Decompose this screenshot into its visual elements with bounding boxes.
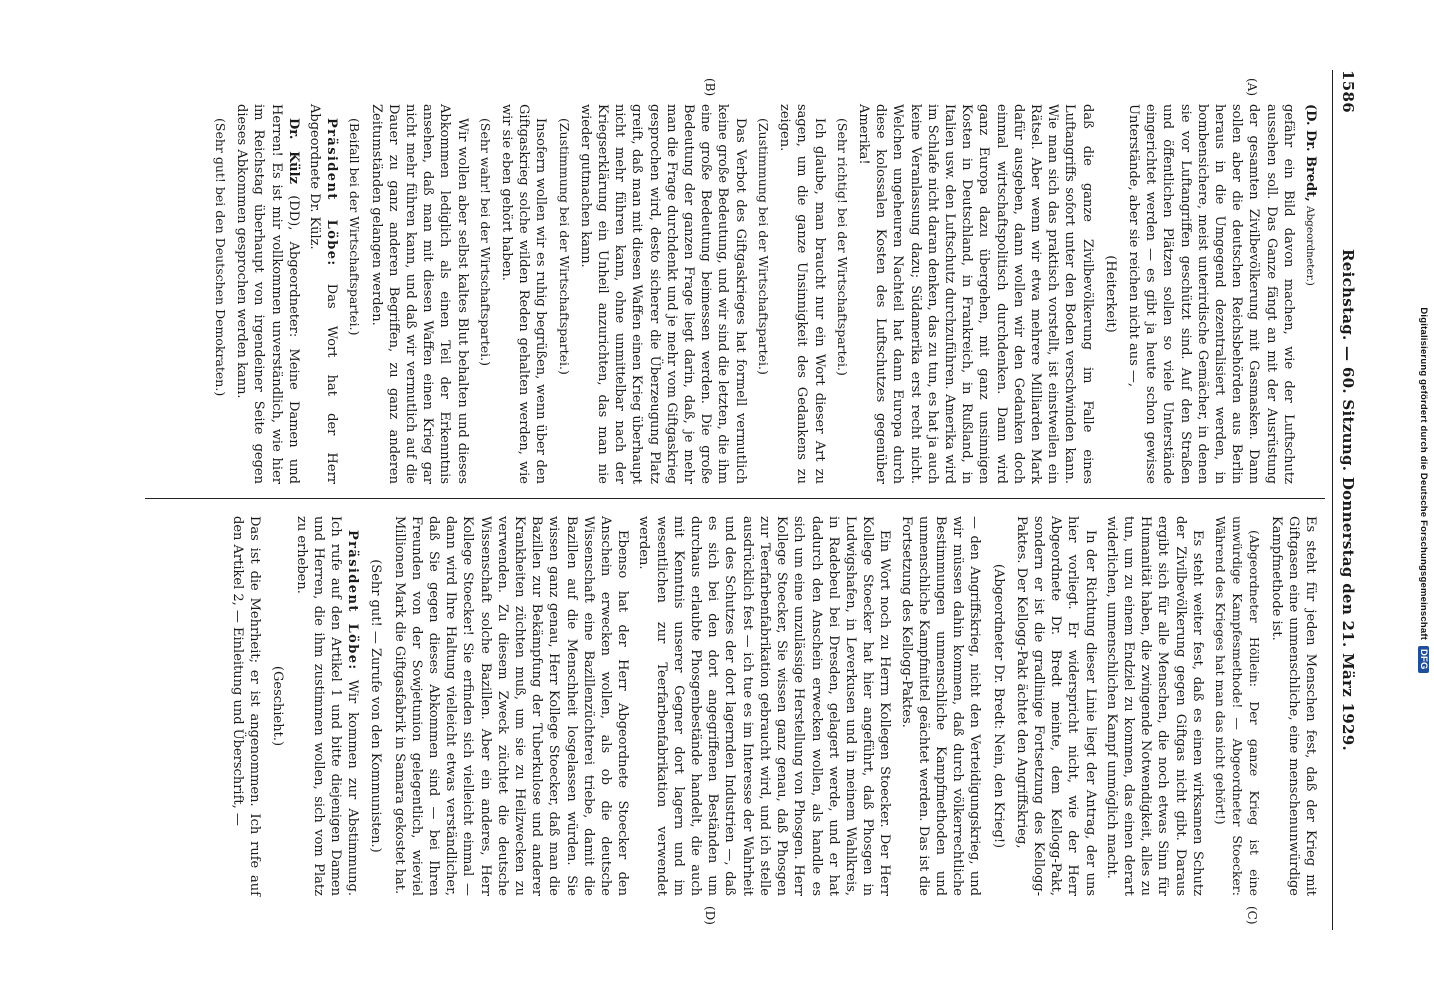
- margin-letter-a: (A): [1245, 78, 1259, 97]
- speech-text: Das Wort hat der Herr Abgeordnete Dr. Külz.: [307, 104, 340, 485]
- scanned-page: [57, 30, 1429, 970]
- speaker-role: Abgeordneter.): [1304, 205, 1316, 286]
- speaker-name: (D. Dr. Bredt,: [1303, 104, 1318, 202]
- digitization-stamp-text: Digitalisierung gefördert durch die Deutsche Forschungsgemeinschaft: [1418, 307, 1429, 641]
- interjection: (Geschieht.): [270, 665, 286, 747]
- page-header: [1333, 70, 1357, 930]
- interjection: (Zustimmung bei der Wirtschaftspartei.): [556, 118, 572, 375]
- paragraph: gefähr ein Bild davon machen, wie der Luftschutz aussehen soll. Das Ganze fängt an mit der Ausrüstung der gesamten Zivilbevölkerung mit Gasmasken. Dann sollen aber die deutschen Reichsbehörden aus Berlin heraus in die Umgegend dezentralisiert werden, in bombensichere, meist unterirdische Gemächer, in denen sie vor Luftangriffen geschützt sind. Auf den Straßen und öffentlichen Plätzen sollen so viele Unterstände eingerichtet werden — es gibt ja heute schon gewisse Unterstände, aber sie reichen nicht aus —,: [1125, 104, 1296, 484]
- paragraph: Ich glaube, man braucht nur ein Wort dieser Art zu sagen, um die ganze Unsinnigkeit des Gedankens zu zeigen.: [777, 104, 827, 484]
- paragraph: Es steht weiter fest, daß es einen wirksamen Schutz der Zivilbevölkerung gegen Giftgas nicht gibt. Daraus ergibt sich für alle Menschen, die noch etwas Sinn für Humanität haben, die zwingende Notwendigkeit, alles zu tun, um zu einem Endziel zu kommen, das einen derart widerlichen, unmenschlichen Kampf unmöglich macht.: [1103, 516, 1205, 896]
- margin-letter-c: (C): [1245, 906, 1259, 925]
- page-content: [57, 30, 1429, 970]
- speech-text: Wir kommen zur Abstimmung. Ich rufe auf den Artikel 1 und bitte diejenigen Damen und Herren, die ihm zustimmen wollen, sich vom Platz zu erheben.: [293, 516, 361, 896]
- paragraph: Das Verbot des Giftgaskrieges hat formell vermutlich keine große Bedeutung, und wir sind die letzten, die ihm eine große Bedeutung beimessen werden. Die große Bedeutung der ganzen Frage liegt darin, daß, je mehr man die Frage durchdenkt und je mehr vom Giftgaskrieg gesprochen wird, desto sicherer die Überzeugung Platz greift, daß man mit diesen Waffen einen Krieg überhaupt nicht mehr führen kann, ohne unmittelbar nach der Kriegserklärung ein Unheil anzurichten, das man nie wieder gutmachen kann.: [577, 104, 748, 484]
- interjection: (Heiterkeit): [1102, 255, 1118, 333]
- paragraph: daß die ganze Zivilbevölkerung im Falle eines Luftangriffs sofort unter den Boden verschwinden kann. Wie man sich das praktisch vorstellt, ist einstweilen ein Rätsel. Aber wenn wir etwa mehrere Milliarden Mark dafür ausgeben, dann wollen wir den Gedanken doch einmal wirtschaftspolitisch durchdenken. Dann wird ganz Europa dazu übergehen, mit ganz unsinnigen Kosten in Deutschland, in Frankreich, in Rußland, in Italien usw. den Luftschutz durchzuführen. Amerika wird im Schlafe nicht daran denken, das zu tun, es hat ja auch keine Veranlassung dazu; Südamerika erst recht nicht. Welchen ungeheuren Nachteil hat dann Europa durch diese kolossalen Kosten des Luftschutzes gegenüber Amerika!: [855, 104, 1095, 484]
- paragraph: Insofern wollen wir es ruhig begrüßen, wenn über den Giftgaskrieg solche wilden Reden gehalten werden, wie wir sie eben gehört haben.: [499, 104, 549, 484]
- interjection: (Sehr gut! bei den Deutschen Demokraten.): [213, 118, 229, 397]
- right-column: [225, 516, 1319, 896]
- speech-text: (DD), Abgeordneter: Meine Damen und Herren! Es ist mir vollkommen unverständlich, wie hier im Reichstag überhaupt von irgendeiner Seite gegen dieses Abkommen gesprochen werden kann.: [234, 104, 301, 484]
- left-column: [206, 104, 1319, 484]
- paragraph: Wir wollen aber selbst kaltes Blut behalten und dieses Abkommen lediglich als einen Teil der Erkenntnis ansehen, daß man mit diesen Waffen einen Krieg gar nicht mehr führen kann, und daß wir vermutlich auf die Dauer zu ganz anderen Begriffen, zu ganz anderen Zeitumständen gelangen werden.: [368, 104, 470, 484]
- margin-letter-d: (D): [703, 906, 717, 925]
- page-number: 1586: [1339, 70, 1357, 113]
- interjection: (Beifall bei der Wirtschaftspartei.): [347, 118, 363, 336]
- speaker-paragraph: [292, 516, 361, 896]
- dfg-logo: DFG: [1418, 646, 1429, 673]
- paragraph: In der Richtung dieser Linie liegt der Antrag, der uns hier vorliegt. Er widerspricht nicht, wie der Herr Abgeordnete Dr. Bredt meinte, dem Kellogg-Pakt, sondern er ist die gradlinige Fortsetzung des Kellogg-Paktes. Der Kellogg-Pakt ächtet den Angriffskrieg,: [1013, 516, 1098, 896]
- column-divider: [145, 498, 1325, 499]
- interjection: (Zustimmung bei der Wirtschaftspartei.): [755, 118, 771, 375]
- speaker-name: Präsident Löbe:: [324, 118, 340, 267]
- margin-letter-b: (B): [703, 78, 717, 97]
- speaker-name: Dr. Külz: [285, 118, 301, 184]
- paragraph: Es steht für jeden Menschen fest, daß der Krieg mit Giftgasen eine unmenschliche, eine menschenunwürdige Kampfmethode ist.: [1268, 516, 1318, 896]
- digitization-stamp: [1417, 70, 1429, 910]
- interjection: (Abgeordneter Höllein: Der ganze Krieg ist eine unwürdige Kampfesmethode! — Abgeordneter Stoecker: Während des Krieges hat man das nicht gehört!): [1212, 516, 1263, 896]
- paragraph: Ebenso hat der Herr Abgeordnete Stoecker den Anschein erwecken wollen, als ob die deutsche Wissenschaft eine Bazillenzüchterei triebe, damit die Bazillen auf die Menschheit losgelassen würden. Sie wissen ganz genau, Herr Kollege Stoecker, daß man die Bazillen zur Bekämpfung der Tuberkulose und anderer Krankheiten züchten muß, um sie zu Heilzwecken zu verwenden. Zu diesem Zweck züchtet die deutsche Wissenschaft solche Bazillen. Aber ein anderes, Herr Kollege Stoecker! Sie erfinden sich vielleicht einmal — dann wird Ihre Haltung vielleicht etwas verständlicher, daß Sie gegen dieses Abkommen sind — bei Ihren Freunden von der Sowjetunion gelegentlich, wieviel Millionen Mark die Giftgasfabrik in Samara gekostet hat.: [391, 516, 631, 896]
- paragraph: — den Angriffskrieg, nicht den Verteidigungskrieg, und wir müssen dahin kommen, daß durch völkerrechtliche Bestimmungen unmenschliche Kampfmethoden und unmenschliche Kampfmittel geächtet werden. Das ist die Fortsetzung des Kellogg-Paktes.: [898, 516, 983, 896]
- speaker-paragraph: [306, 104, 340, 484]
- speaker-paragraph: [233, 104, 302, 484]
- interjection: (Sehr gut! — Zurufe von den Kommunisten.): [368, 559, 384, 853]
- speaker-continuation: [1301, 104, 1319, 484]
- interjection: (Sehr richtig! bei der Wirtschaftspartei.): [834, 118, 850, 376]
- paragraph: Ein Wort noch zu Herrn Kollegen Stoecker. Der Herr Kollege Stoecker hat hier angeführt, daß Phosgen in Ludwigshafen, in Leverkusen und in meinem Wahlkreis, in Radebeul bei Dresden, gelagert werde, und er hat dadurch den Anschein erwecken wollen, als handle es sich um eine unzulässige Herstellung von Phosgen. Herr Kollege Stoecker, Sie wissen ganz genau, daß Phosgen zur Teerfarbenfabrikation gebraucht wird, und ich stelle ausdrücklich fest — ich tue es im Interesse der Wahrheit und des Schutzes der dort lagernden Industrien —, daß es sich bei den dort angegriffenen Beständen um durchaus erlaubte Phosgenbestände handelt, die auch mit Kenntnis unserer Gegner dort lagern und im wesentlichen zur Teerfarbenfabrikation verwendet werden.: [636, 516, 893, 896]
- paragraph: Das ist die Mehrheit; er ist angenommen. Ich rufe auf den Artikel 2, — Einleitung und Überschrift, —: [230, 516, 263, 896]
- interjection: (Sehr wahr! bei der Wirtschaftspartei.): [477, 118, 493, 367]
- header-rule: [1332, 70, 1333, 930]
- interjection: (Abgeordneter Dr. Bredt: Nein, den Krieg!): [990, 563, 1006, 849]
- speaker-name: Präsident Löbe:: [345, 530, 361, 671]
- running-title: Reichstag. — 60. Sitzung. Donnerstag den 21. März 1929.: [1339, 248, 1357, 752]
